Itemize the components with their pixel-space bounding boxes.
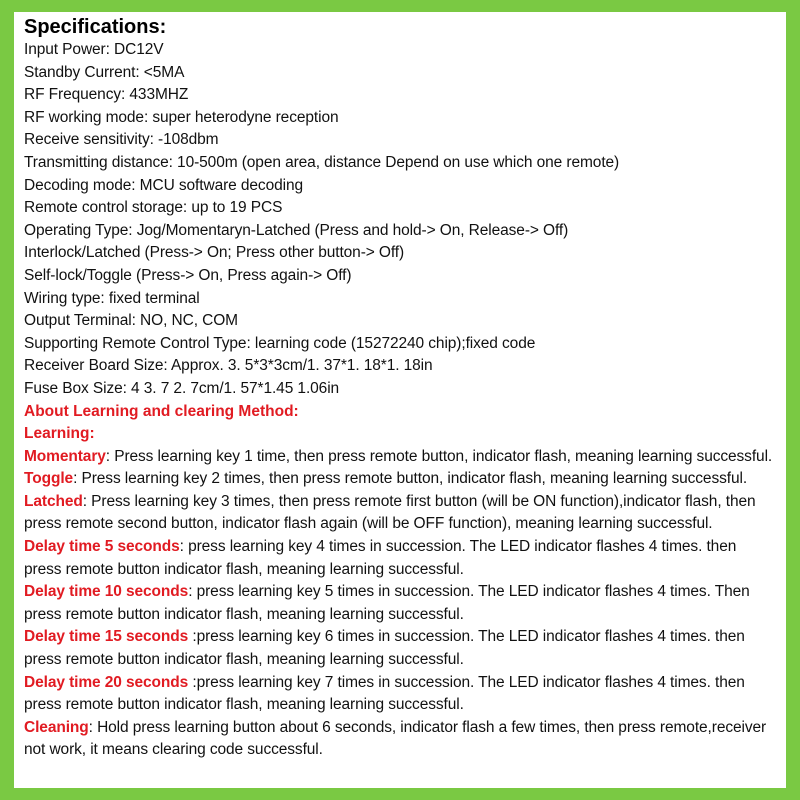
method-text: : Press learning key 2 times, then press remote button, indicator flash, meaning learning successful.: [73, 470, 748, 488]
spec-line: Remote control storage: up to 19 PCS: [24, 199, 283, 217]
spec-line: Receiver Board Size: Approx. 3. 5*3*3cm/1. 37*1. 18*1. 18in: [24, 357, 433, 375]
spec-line: Output Terminal: NO, NC, COM: [24, 312, 238, 330]
specifications-card: [14, 12, 786, 788]
method-label: Delay time 5 seconds: [24, 538, 180, 556]
method-momentary: [24, 446, 776, 469]
method-cleaning: [24, 717, 776, 762]
spec-list: [24, 39, 776, 401]
spec-line: Wiring type: fixed terminal: [24, 289, 200, 307]
method-latched: [24, 491, 776, 536]
method-delay-20: [24, 672, 776, 717]
spec-line: Standby Current: <5MA: [24, 63, 185, 81]
method-text: :press learning key 7 times in succession. The LED indicator flashes 4 times. then press remote button indicator flash, meaning learning successful.: [24, 673, 745, 714]
method-toggle: [24, 468, 776, 491]
learning-subtitle: Learning:: [24, 425, 95, 443]
method-label: Delay time 10 seconds: [24, 583, 189, 601]
method-delay-5: [24, 536, 776, 581]
method-text: : Press learning key 3 times, then press remote first button (will be ON function),indicator flash, then press remote second button, indicator flash again (will be OFF function), meaning learning successful.: [24, 492, 756, 533]
spec-line: Transmitting distance: 10-500m (open area, distance Depend on use which one remote): [24, 153, 620, 171]
method-text: : Press learning key 1 time, then press remote button, indicator flash, meaning learning successful.: [105, 447, 773, 465]
method-text: : press learning key 4 times in succession. The LED indicator flashes 4 times. then press remote button indicator flash, meaning learning successful.: [24, 538, 737, 578]
method-label: Cleaning: [24, 718, 89, 736]
spec-line: Fuse Box Size: 4 3. 7 2. 7cm/1. 57*1.45 1.06in: [24, 379, 340, 397]
method-delay-10: [24, 581, 776, 626]
method-label: Toggle: [24, 470, 74, 488]
method-delay-15: [24, 626, 776, 671]
method-text: : Hold press learning button about 6 seconds, indicator flash a few times, then press remote,receiver not work, it means clearing code successful.: [24, 718, 767, 759]
spec-line: Input Power: DC12V: [24, 41, 164, 58]
spec-line: Operating Type: Jog/Momentaryn-Latched (Press and hold-> On, Release-> Off): [24, 221, 569, 239]
method-label: Delay time 20 seconds: [24, 673, 189, 691]
spec-line: Self-lock/Toggle (Press-> On, Press again-> Off): [24, 266, 352, 284]
spec-line: Decoding mode: MCU software decoding: [24, 176, 303, 194]
method-label: Momentary: [24, 447, 106, 465]
method-label: Latched: [24, 492, 83, 510]
spec-line: Interlock/Latched (Press-> On; Press other button-> Off): [24, 244, 405, 262]
spec-line: Supporting Remote Control Type: learning code (15272240 chip);fixed code: [24, 334, 536, 352]
spec-line: Receive sensitivity: -108dbm: [24, 131, 219, 149]
method-text: :press learning key 6 times in succession. The LED indicator flashes 4 times. then press remote button indicator flash, meaning learning successful.: [24, 628, 745, 669]
spec-line: RF Frequency: 433MHZ: [24, 86, 189, 104]
method-list: [24, 446, 776, 762]
spec-line: RF working mode: super heterodyne reception: [24, 108, 339, 126]
method-text: : press learning key 5 times in succession. The LED indicator flashes 4 times. Then press remote button indicator flash, meaning learning successful.: [24, 583, 750, 623]
learning-method-title: About Learning and clearing Method:: [24, 402, 299, 420]
specifications-heading: Specifications:: [24, 16, 167, 38]
method-label: Delay time 15 seconds: [24, 628, 189, 646]
